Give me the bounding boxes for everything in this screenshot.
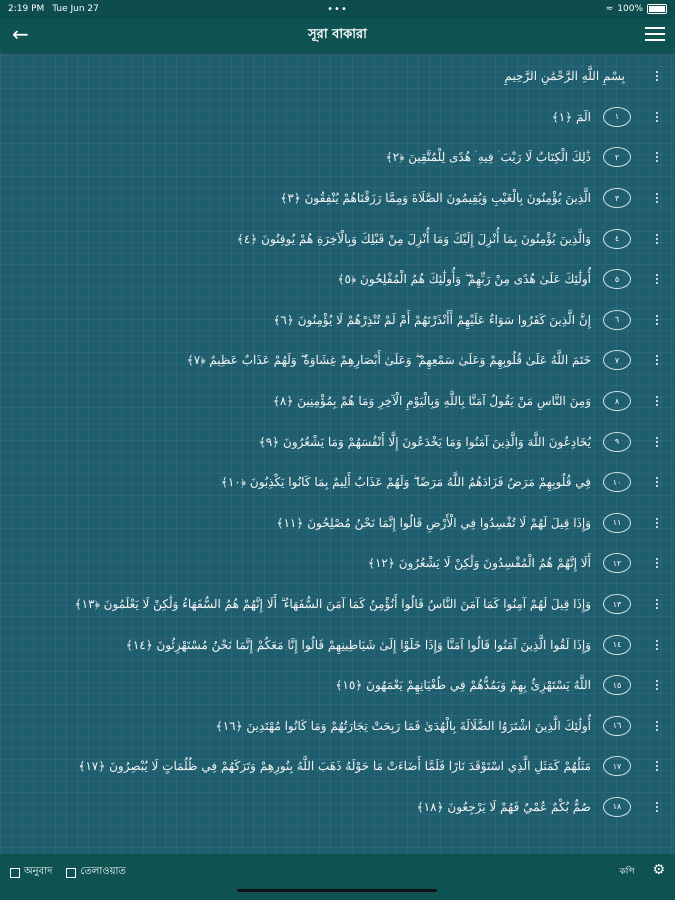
verse-number-badge: ٦ (603, 310, 631, 330)
more-options-icon[interactable] (655, 599, 659, 609)
verse-text: صُمٌّ بُكْمٌ عُمْيٌ فَهُمْ لَا يَرْجِعُونَ ﴿١٨﴾ (416, 799, 591, 814)
verse-text: أُولَٰئِكَ عَلَىٰ هُدًى مِنْ رَبِّهِمْ ۖ وَأُولَٰئِكَ هُمُ الْمُفْلِحُونَ ﴿٥﴾ (337, 271, 591, 286)
verse-number-badge: ١٣ (603, 594, 631, 614)
verse-number-badge: ٩ (603, 432, 631, 452)
more-options-icon[interactable] (655, 721, 659, 731)
more-options-icon[interactable] (655, 761, 659, 771)
verse-number-badge: ١١ (603, 513, 631, 533)
multitask-dots: ••• (327, 3, 348, 15)
recitation-label: তেলাওয়াত (80, 866, 126, 877)
verse-number-badge: ٥ (603, 269, 631, 289)
verse-text: الَّذِينَ يُؤْمِنُونَ بِالْغَيْبِ وَيُقِيمُونَ الصَّلَاةَ وَمِمَّا رَزَقْنَاهُمْ يُنْفِقُونَ ﴿٣﴾ (280, 191, 591, 206)
verse-text: وَمِنَ النَّاسِ مَنْ يَقُولُ آمَنَّا بِاللَّهِ وَبِالْيَوْمِ الْآخِرِ وَمَا هُمْ بِمُؤْمِنِينَ ﴿٨﴾ (272, 394, 591, 409)
verse-number-badge: ١٢ (603, 553, 631, 573)
verse-row[interactable] (0, 503, 675, 544)
verse-number-badge: ٧ (603, 350, 631, 370)
gear-icon[interactable]: ⚙ (652, 862, 665, 878)
more-options-icon[interactable] (655, 396, 659, 406)
verse-number-badge: ١٨ (603, 797, 631, 817)
more-options-icon[interactable] (655, 112, 659, 122)
translation-label: অনুবাদ (24, 866, 53, 877)
verse-row[interactable] (0, 665, 675, 706)
more-options-icon[interactable] (655, 315, 659, 325)
bismillah-text: بِسْمِ اللَّهِ الرَّحْمَٰنِ الرَّحِيمِ (504, 69, 625, 84)
verse-row[interactable] (0, 218, 675, 259)
verse-row[interactable] (0, 421, 675, 462)
more-options-icon[interactable] (655, 802, 659, 812)
home-indicator[interactable] (237, 889, 437, 892)
verse-row[interactable] (0, 259, 675, 300)
more-options-icon[interactable] (655, 518, 659, 528)
verse-number-badge: ١٦ (603, 716, 631, 736)
verse-number-badge: ١٤ (603, 635, 631, 655)
verse-number-badge: ٨ (603, 391, 631, 411)
checkbox-icon (66, 868, 76, 878)
verse-number-badge: ٢ (603, 147, 631, 167)
bismillah-row (0, 56, 675, 97)
verse-text: أَلَا إِنَّهُمْ هُمُ الْمُفْسِدُونَ وَلَٰكِنْ لَا يَشْعُرُونَ ﴿١٢﴾ (367, 556, 591, 571)
verse-row[interactable] (0, 624, 675, 665)
recitation-checkbox[interactable] (66, 864, 126, 881)
more-options-icon[interactable] (655, 477, 659, 487)
verse-text: وَإِذَا لَقُوا الَّذِينَ آمَنُوا قَالُوا آمَنَّا وَإِذَا خَلَوْا إِلَىٰ شَيَاطِينِهِمْ قَالُوا إِنَّا مَعَكُمْ إِنَّمَا نَحْنُ مُسْتَهْزِئُونَ ﴿١٤﴾ (125, 637, 591, 652)
verse-row[interactable] (0, 300, 675, 341)
verse-number-badge: ٣ (603, 188, 631, 208)
verse-number-badge: ١٧ (603, 756, 631, 776)
verse-text: إِنَّ الَّذِينَ كَفَرُوا سَوَاءٌ عَلَيْهِمْ أَأَنْذَرْتَهُمْ أَمْ لَمْ تُنْذِرْهُمْ لَا يُؤْمِنُونَ ﴿٦﴾ (273, 312, 591, 327)
status-time: 2:19 PM (8, 4, 45, 14)
checkbox-icon (10, 868, 20, 878)
verse-text: وَإِذَا قِيلَ لَهُمْ آمِنُوا كَمَا آمَنَ النَّاسُ قَالُوا أَنُؤْمِنُ كَمَا آمَنَ السُّفَهَاءُ ۗ أَلَا إِنَّهُمْ هُمُ السُّفَهَاءُ وَلَٰكِنْ لَا يَعْلَمُونَ ﴿١٣﴾ (74, 596, 591, 611)
more-options-icon[interactable] (655, 234, 659, 244)
verse-text: خَتَمَ اللَّهُ عَلَىٰ قُلُوبِهِمْ وَعَلَىٰ سَمْعِهِمْ ۖ وَعَلَىٰ أَبْصَارِهِمْ غِشَاوَةٌ ۖ وَلَهُمْ عَذَابٌ عَظِيمٌ ﴿٧﴾ (186, 352, 591, 367)
verse-text: ذَٰلِكَ الْكِتَابُ لَا رَيْبَ ۛ فِيهِ ۛ هُدًى لِلْمُتَّقِينَ ﴿٢﴾ (385, 149, 591, 164)
verse-number-badge: ٤ (603, 229, 631, 249)
more-options-icon[interactable] (655, 152, 659, 162)
status-bar (0, 0, 675, 18)
verse-text: فِي قُلُوبِهِمْ مَرَضٌ فَزَادَهُمُ اللَّهُ مَرَضًا ۖ وَلَهُمْ عَذَابٌ أَلِيمٌ بِمَا كَانُوا يَكْذِبُونَ ﴿١٠﴾ (220, 474, 591, 489)
battery-percent: 100% (617, 4, 643, 14)
hamburger-menu-icon[interactable] (645, 27, 665, 43)
verse-row[interactable] (0, 178, 675, 219)
verse-number-badge: ١٥ (603, 675, 631, 695)
more-options-icon[interactable] (655, 680, 659, 690)
verse-row[interactable] (0, 381, 675, 422)
verse-text: مَثَلُهُمْ كَمَثَلِ الَّذِي اسْتَوْقَدَ نَارًا فَلَمَّا أَضَاءَتْ مَا حَوْلَهُ ذَهَبَ اللَّهُ بِنُورِهِمْ وَتَرَكَهُمْ فِي ظُلُمَاتٍ لَا يُبْصِرُونَ ﴿١٧﴾ (78, 759, 591, 774)
verse-row[interactable] (0, 97, 675, 138)
back-arrow-icon[interactable]: ← (12, 22, 29, 46)
verse-row[interactable] (0, 787, 675, 828)
translation-checkbox[interactable] (10, 864, 52, 881)
verse-row[interactable] (0, 584, 675, 625)
wifi-icon: ≈ (605, 4, 614, 14)
verse-text: أُولَٰئِكَ الَّذِينَ اشْتَرَوُا الضَّلَالَةَ بِالْهُدَىٰ فَمَا رَبِحَتْ تِجَارَتُهُمْ وَمَا كَانُوا مُهْتَدِينَ ﴿١٦﴾ (215, 718, 591, 733)
status-date: Tue Jun 27 (52, 4, 99, 14)
verse-list[interactable] (0, 56, 675, 854)
more-options-icon[interactable] (655, 274, 659, 284)
verse-row[interactable] (0, 340, 675, 381)
verse-text: وَالَّذِينَ يُؤْمِنُونَ بِمَا أُنْزِلَ إِلَيْكَ وَمَا أُنْزِلَ مِنْ قَبْلِكَ وَبِالْآخِرَةِ هُمْ يُوقِنُونَ ﴿٤﴾ (236, 231, 591, 246)
verse-row[interactable] (0, 462, 675, 503)
verse-text: الٓمٓ ﴿١﴾ (551, 109, 591, 124)
verse-number-badge: ١ (603, 107, 631, 127)
verse-row[interactable] (0, 543, 675, 584)
verse-text: وَإِذَا قِيلَ لَهُمْ لَا تُفْسِدُوا فِي الْأَرْضِ قَالُوا إِنَّمَا نَحْنُ مُصْلِحُونَ ﴿١١﴾ (276, 515, 591, 530)
verse-row[interactable] (0, 706, 675, 747)
bottom-bar (0, 854, 675, 900)
more-options-icon[interactable] (655, 71, 659, 81)
verse-text: اللَّهُ يَسْتَهْزِئُ بِهِمْ وَيَمُدُّهُمْ فِي طُغْيَانِهِمْ يَعْمَهُونَ ﴿١٥﴾ (335, 678, 591, 693)
page-title: সূরা বাকারা (308, 26, 367, 42)
more-options-icon[interactable] (655, 558, 659, 568)
more-options-icon[interactable] (655, 193, 659, 203)
more-options-icon[interactable] (655, 437, 659, 447)
verse-number-badge: ١٠ (603, 472, 631, 492)
verse-row[interactable] (0, 137, 675, 178)
more-options-icon[interactable] (655, 355, 659, 365)
copy-label[interactable]: কপি (619, 867, 635, 877)
verse-text: يُخَادِعُونَ اللَّهَ وَالَّذِينَ آمَنُوا وَمَا يَخْدَعُونَ إِلَّا أَنْفُسَهُمْ وَمَا يَشْعُرُونَ ﴿٩﴾ (258, 434, 591, 449)
battery-icon (647, 4, 667, 14)
verse-row[interactable] (0, 746, 675, 787)
nav-bar (0, 18, 675, 52)
more-options-icon[interactable] (655, 640, 659, 650)
